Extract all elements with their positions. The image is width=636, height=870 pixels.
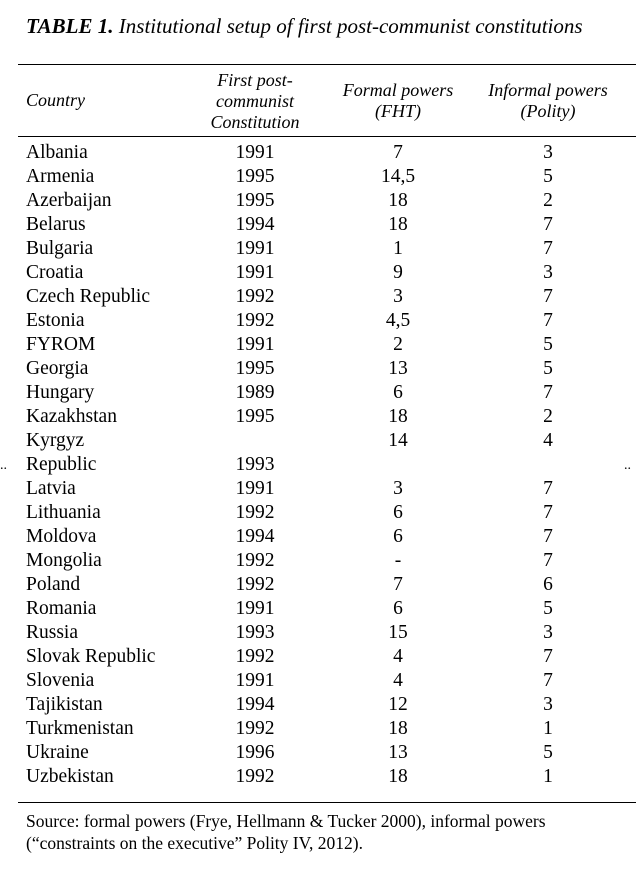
formal-powers-cell: 7 (393, 574, 403, 595)
informal-powers-cell: 7 (543, 382, 553, 403)
formal-powers-cell: 18 (388, 766, 408, 787)
header-informal-line: (Polity) (520, 101, 576, 121)
informal-powers-cell: 3 (543, 262, 553, 283)
year-cell: 1992 (235, 502, 275, 523)
country-cell: Belarus (26, 214, 86, 235)
informal-powers-cell: 7 (543, 646, 553, 667)
country-cell: Slovak Republic (26, 646, 156, 667)
formal-powers-cell: 6 (393, 502, 403, 523)
year-cell: 1991 (235, 238, 275, 259)
formal-powers-cell: 15 (388, 622, 408, 643)
informal-powers-cell: 1 (543, 766, 553, 787)
year-cell: 1991 (235, 598, 275, 619)
year-cell: 1991 (235, 142, 275, 163)
header-constitution-line: communist (216, 91, 294, 111)
year-cell: 1995 (235, 190, 275, 211)
country-cell: Lithuania (26, 502, 101, 523)
informal-powers-cell: 7 (543, 286, 553, 307)
informal-powers-cell: 5 (543, 334, 553, 355)
formal-powers-cell: 18 (388, 190, 408, 211)
informal-powers-cell: 3 (543, 142, 553, 163)
country-cell: Azerbaijan (26, 190, 112, 211)
year-cell: 1989 (235, 382, 275, 403)
country-cell: Kazakhstan (26, 406, 117, 427)
country-cell: Hungary (26, 382, 95, 403)
formal-powers-cell: 9 (393, 262, 403, 283)
country-cell: Albania (26, 142, 88, 163)
informal-powers-cell: 3 (543, 622, 553, 643)
informal-powers-cell: 5 (543, 358, 553, 379)
country-cell: Moldova (26, 526, 97, 547)
formal-powers-cell: 1 (393, 238, 403, 259)
source-note: Source: formal powers (Frye, Hellmann & Tucker 2000), informal powers (“constraints on the executive” Polity IV, 2012). (26, 811, 546, 853)
header-informal-powers (476, 80, 620, 122)
year-cell: 1992 (235, 646, 275, 667)
right-margin-dots: .. (624, 458, 631, 473)
country-cell: Uzbekistan (26, 766, 114, 787)
country-cell: Ukraine (26, 742, 89, 763)
header-constitution-line: Constitution (210, 112, 300, 132)
country-cell: Latvia (26, 478, 76, 499)
country-cell: Mongolia (26, 550, 102, 571)
country-cell: FYROM (26, 334, 96, 355)
bottom-rule (18, 802, 636, 803)
informal-powers-cell: 6 (543, 574, 553, 595)
informal-powers-cell: 2 (543, 406, 553, 427)
country-cell: Turkmenistan (26, 718, 134, 739)
year-cell: 1994 (235, 214, 275, 235)
informal-powers-cell: 5 (543, 598, 553, 619)
country-cell: Bulgaria (26, 238, 94, 259)
formal-powers-cell: 18 (388, 406, 408, 427)
country-cell: Tajikistan (26, 694, 103, 715)
header-country: Country (26, 90, 86, 110)
informal-powers-cell: 7 (543, 550, 553, 571)
year-cell: 1995 (235, 166, 275, 187)
country-cell: Croatia (26, 262, 84, 283)
year-cell: 1991 (235, 478, 275, 499)
year-cell: 1992 (235, 286, 275, 307)
year-cell: 1995 (235, 358, 275, 379)
country-cell: Armenia (26, 166, 95, 187)
formal-powers-cell: 18 (388, 214, 408, 235)
header-constitution-line: First post- (217, 70, 293, 90)
formal-powers-cell: 13 (388, 742, 408, 763)
informal-powers-cell: 5 (543, 166, 553, 187)
formal-powers-cell: 2 (393, 334, 403, 355)
formal-powers-cell: 4 (393, 646, 403, 667)
formal-powers-cell: 13 (388, 358, 408, 379)
country-cell: Russia (26, 622, 79, 643)
informal-powers-cell: 7 (543, 526, 553, 547)
formal-powers-cell: 6 (393, 598, 403, 619)
table-title (26, 14, 583, 39)
informal-powers-cell: 1 (543, 718, 553, 739)
formal-powers-cell: 4,5 (385, 310, 411, 331)
year-cell: 1992 (235, 718, 275, 739)
informal-powers-cell: 2 (543, 190, 553, 211)
table-caption: Institutional setup of first post-communist constitutions (113, 14, 583, 38)
formal-powers-cell: 4 (393, 670, 403, 691)
year-cell: 1992 (235, 550, 275, 571)
informal-powers-cell: 5 (543, 742, 553, 763)
informal-powers-cell: 7 (543, 478, 553, 499)
table-number: TABLE 1. (26, 14, 114, 38)
year-cell: 1995 (235, 406, 275, 427)
formal-powers-cell: 6 (393, 382, 403, 403)
informal-powers-cell: 7 (543, 670, 553, 691)
year-cell: 1994 (235, 694, 275, 715)
country-cell: Romania (26, 598, 97, 619)
formal-powers-cell: 18 (388, 718, 408, 739)
informal-powers-cell: 7 (543, 238, 553, 259)
year-cell: 1993 (235, 622, 275, 643)
year-cell: 1992 (235, 310, 275, 331)
year-cell: 1996 (235, 742, 275, 763)
year-cell: 1991 (235, 262, 275, 283)
header-constitution (190, 70, 320, 133)
header-rule (18, 136, 636, 137)
formal-powers-cell: 12 (388, 694, 408, 715)
top-rule (18, 64, 636, 65)
year-cell: 1991 (235, 334, 275, 355)
header-informal-line: Informal powers (488, 80, 608, 100)
formal-powers-cell: 6 (393, 526, 403, 547)
year-cell: 1992 (235, 574, 275, 595)
year-cell: 1994 (235, 526, 275, 547)
country-cell: Georgia (26, 358, 89, 379)
country-cell: Czech Republic (26, 286, 150, 307)
year-cell: 1993 (235, 454, 275, 475)
formal-powers-cell: 7 (393, 142, 403, 163)
country-cell: Republic (26, 454, 97, 475)
country-cell: Slovenia (26, 670, 95, 691)
informal-powers-cell: 3 (543, 694, 553, 715)
formal-powers-cell: 3 (393, 478, 403, 499)
header-formal-line: (FHT) (375, 101, 421, 121)
year-cell: 1992 (235, 766, 275, 787)
year-cell: 1991 (235, 670, 275, 691)
country-cell: Estonia (26, 310, 85, 331)
country-cell: Poland (26, 574, 81, 595)
informal-powers-cell: 7 (543, 502, 553, 523)
formal-powers-cell: 14,5 (380, 166, 416, 187)
informal-powers-cell: 7 (543, 214, 553, 235)
header-formal-line: Formal powers (342, 80, 454, 100)
informal-powers-cell: 7 (543, 310, 553, 331)
country-cell: Kyrgyz (26, 430, 85, 451)
formal-powers-cell: - (394, 550, 402, 571)
header-formal-powers (330, 80, 466, 122)
left-margin-dots: .. (0, 458, 7, 473)
formal-powers-cell: 3 (393, 286, 403, 307)
formal-powers-cell: 14 (388, 430, 408, 451)
informal-powers-cell: 4 (543, 430, 553, 451)
